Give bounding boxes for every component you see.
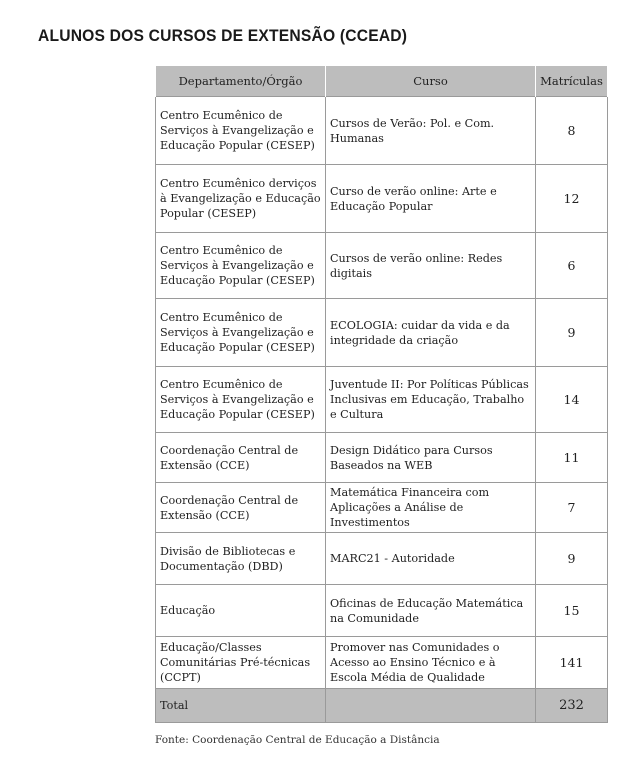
course-cell: Matemática Financeira com Aplicações a Análise de Investimentos: [326, 483, 536, 533]
enrollments-cell: 14: [536, 367, 608, 433]
page-title: ALUNOS DOS CURSOS DE EXTENSÃO (CCEAD): [38, 26, 408, 45]
enrollment-table: [155, 66, 608, 723]
course-cell: MARC21 - Autoridade: [326, 533, 536, 585]
table-row: [156, 433, 608, 483]
table-row: [156, 637, 608, 689]
department-cell: Educação/Classes Comunitárias Pré-técnicas (CCPT): [156, 637, 326, 689]
course-cell: Curso de verão online: Arte e Educação Popular: [326, 165, 536, 233]
department-cell: Divisão de Bibliotecas e Documentação (DBD): [156, 533, 326, 585]
enrollments-cell: 9: [536, 299, 608, 367]
table-row: [156, 233, 608, 299]
enrollments-cell: 7: [536, 483, 608, 533]
department-cell: Educação: [156, 585, 326, 637]
course-cell: ECOLOGIA: cuidar da vida e da integridade da criação: [326, 299, 536, 367]
enrollments-cell: 8: [536, 97, 608, 165]
enrollments-cell: 9: [536, 533, 608, 585]
total-value: 232: [536, 689, 608, 723]
department-cell: Centro Ecumênico de Serviços à Evangelização e Educação Popular (CESEP): [156, 233, 326, 299]
course-cell: Oficinas de Educação Matemática na Comunidade: [326, 585, 536, 637]
department-cell: Coordenação Central de Extensão (CCE): [156, 483, 326, 533]
source-note: Fonte: Coordenação Central de Educação a Distância: [155, 734, 440, 746]
table-row: [156, 483, 608, 533]
department-cell: Coordenação Central de Extensão (CCE): [156, 433, 326, 483]
course-cell: Cursos de Verão: Pol. e Com. Humanas: [326, 97, 536, 165]
department-cell: Centro Ecumênico derviços à Evangelização e Educação Popular (CESEP): [156, 165, 326, 233]
table-row: [156, 97, 608, 165]
table-row: [156, 165, 608, 233]
total-label: Total: [156, 689, 326, 723]
column-header-department: Departamento/Órgão: [156, 66, 326, 97]
table-row: [156, 533, 608, 585]
table-header-row: [156, 66, 608, 97]
department-cell: Centro Ecumênico de Serviços à Evangelização e Educação Popular (CESEP): [156, 299, 326, 367]
column-header-course: Curso: [326, 66, 536, 97]
total-row: [156, 689, 608, 723]
course-cell: Design Didático para Cursos Baseados na WEB: [326, 433, 536, 483]
department-cell: Centro Ecumênico de Serviços à Evangelização e Educação Popular (CESEP): [156, 367, 326, 433]
total-empty-cell: [326, 689, 536, 723]
enrollments-cell: 11: [536, 433, 608, 483]
enrollments-cell: 15: [536, 585, 608, 637]
course-cell: Promover nas Comunidades o Acesso ao Ensino Técnico e à Escola Média de Qualidade: [326, 637, 536, 689]
enrollments-cell: 12: [536, 165, 608, 233]
table-row: [156, 299, 608, 367]
enrollments-cell: 141: [536, 637, 608, 689]
department-cell: Centro Ecumênico de Serviços à Evangelização e Educação Popular (CESEP): [156, 97, 326, 165]
course-cell: Juventude II: Por Políticas Públicas Inclusivas em Educação, Trabalho e Cultura: [326, 367, 536, 433]
column-header-enrollments: Matrículas: [536, 66, 608, 97]
enrollments-cell: 6: [536, 233, 608, 299]
table-row: [156, 585, 608, 637]
course-cell: Cursos de verão online: Redes digitais: [326, 233, 536, 299]
table-row: [156, 367, 608, 433]
